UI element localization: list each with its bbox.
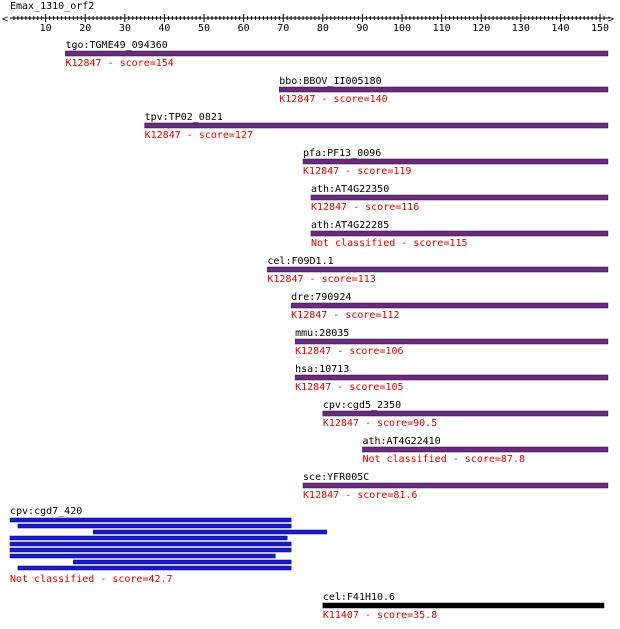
hit-name[interactable]: mmu:28035 xyxy=(295,328,350,339)
hit-alignment-bar[interactable] xyxy=(303,159,608,164)
hit-score-label: K12847 - score=106 xyxy=(295,346,404,357)
hit-row[interactable] xyxy=(323,400,608,429)
hit-row[interactable] xyxy=(145,112,608,141)
hit-score-label: K12847 - score=119 xyxy=(303,166,412,177)
hit-name[interactable]: cpv:cgd5_2350 xyxy=(322,400,402,411)
hit-name[interactable]: cpv:cgd7_420 xyxy=(10,506,83,517)
hit-score-label: K12847 - score=113 xyxy=(267,274,376,285)
hit-row[interactable] xyxy=(303,148,608,177)
hit-row[interactable] xyxy=(311,184,608,213)
hit-row[interactable] xyxy=(10,506,327,585)
hit-alignment-bar[interactable] xyxy=(295,339,608,344)
hit-alignment-segment[interactable] xyxy=(10,554,275,558)
axis-tick-label: 100 xyxy=(393,23,412,34)
hit-score-label: Not classified - score=42.7 xyxy=(10,574,173,585)
hit-name[interactable]: hsa:10713 xyxy=(295,364,350,375)
sequence-axis xyxy=(2,14,614,34)
hit-row[interactable] xyxy=(279,76,608,105)
hit-alignment-segment[interactable] xyxy=(10,518,291,522)
axis-tick-label: 140 xyxy=(551,23,570,34)
hit-alignment-bar[interactable] xyxy=(323,411,608,416)
hit-row[interactable] xyxy=(303,472,608,501)
hit-row[interactable] xyxy=(65,40,608,69)
hit-score-label: Not classified - score=87.8 xyxy=(362,454,526,465)
hit-list xyxy=(10,40,608,621)
hit-alignment-segment[interactable] xyxy=(18,566,291,570)
hit-name[interactable]: ath:AT4G22285 xyxy=(310,220,390,231)
hit-row[interactable] xyxy=(291,292,608,321)
hit-name[interactable]: dre:790924 xyxy=(291,292,352,303)
hit-alignment-bar[interactable] xyxy=(267,267,608,272)
axis-tick-label: 130 xyxy=(511,23,530,34)
hit-name[interactable]: tgo:TGME49_094360 xyxy=(65,40,168,51)
axis-right-arrow: > xyxy=(608,14,615,25)
hit-name[interactable]: tpv:TP02_0821 xyxy=(144,112,223,123)
hit-name[interactable]: cel:F41H10.6 xyxy=(322,592,396,603)
hit-row[interactable] xyxy=(267,256,608,285)
axis-tick-label: 20 xyxy=(79,23,92,34)
hit-alignment-segment[interactable] xyxy=(93,530,327,534)
axis-tick-label: 50 xyxy=(198,23,211,34)
hit-alignment-bar[interactable] xyxy=(65,51,608,56)
hit-alignment-bar[interactable] xyxy=(362,447,608,452)
hit-score-label: K12847 - score=127 xyxy=(144,130,254,141)
hit-score-label: K12847 - score=140 xyxy=(279,94,388,105)
axis-tick-label: 40 xyxy=(158,23,171,34)
hit-row[interactable] xyxy=(295,328,608,357)
hit-score-label: K12847 - score=81.6 xyxy=(303,490,418,501)
hit-row[interactable] xyxy=(311,220,608,249)
hit-score-label: Not classified - score=115 xyxy=(310,238,468,249)
query-name: Emax_1310_orf2 xyxy=(10,1,95,12)
axis-tick-label: 110 xyxy=(432,23,451,34)
axis-tick-label: 120 xyxy=(472,23,491,34)
axis-tick-label: 80 xyxy=(316,23,329,34)
hit-alignment-bar[interactable] xyxy=(291,303,608,308)
hit-score-label: K12847 - score=116 xyxy=(310,202,420,213)
hit-name[interactable]: pfa:PF13_0096 xyxy=(303,148,382,159)
axis-tick-label: 60 xyxy=(237,23,250,34)
axis-tick-label: 90 xyxy=(356,23,369,34)
hit-name[interactable]: sce:YFR005C xyxy=(303,472,370,483)
hit-score-label: K12847 - score=105 xyxy=(295,382,404,393)
hit-name[interactable]: ath:AT4G22410 xyxy=(362,436,441,447)
hit-alignment-bar[interactable] xyxy=(303,483,608,488)
hit-alignment-bar[interactable] xyxy=(279,87,608,92)
hit-name[interactable]: ath:AT4G22350 xyxy=(310,184,390,195)
hit-alignment-bar[interactable] xyxy=(145,123,608,128)
hit-alignment-bar[interactable] xyxy=(311,231,608,236)
hit-alignment-bar[interactable] xyxy=(311,195,608,200)
axis-tick-label: 30 xyxy=(118,23,131,34)
hit-row[interactable] xyxy=(362,436,608,465)
hit-score-label: K12847 - score=90.5 xyxy=(322,418,438,429)
hit-score-label: K11407 - score=35.8 xyxy=(322,610,438,621)
hit-score-label: K12847 - score=112 xyxy=(291,310,400,321)
hit-row[interactable] xyxy=(295,364,608,393)
hit-name[interactable]: bbo:BBOV_II005180 xyxy=(279,76,382,87)
hit-alignment-segment[interactable] xyxy=(10,548,291,552)
hit-alignment-segment[interactable] xyxy=(73,560,291,564)
axis-tick-label: 70 xyxy=(277,23,290,34)
hit-alignment-bar[interactable] xyxy=(295,375,608,380)
axis-tick-label: 150 xyxy=(591,23,610,34)
hit-alignment-segment[interactable] xyxy=(10,542,291,546)
hit-score-label: K12847 - score=154 xyxy=(65,58,174,69)
axis-left-arrow: < xyxy=(2,14,9,25)
axis-tick-label: 10 xyxy=(39,23,52,34)
hit-alignment-bar[interactable] xyxy=(323,603,604,608)
hit-alignment-segment[interactable] xyxy=(18,524,291,528)
hit-alignment-segment[interactable] xyxy=(10,536,287,540)
hit-row[interactable] xyxy=(323,592,604,621)
hit-name[interactable]: cel:F09D1.1 xyxy=(267,256,334,267)
